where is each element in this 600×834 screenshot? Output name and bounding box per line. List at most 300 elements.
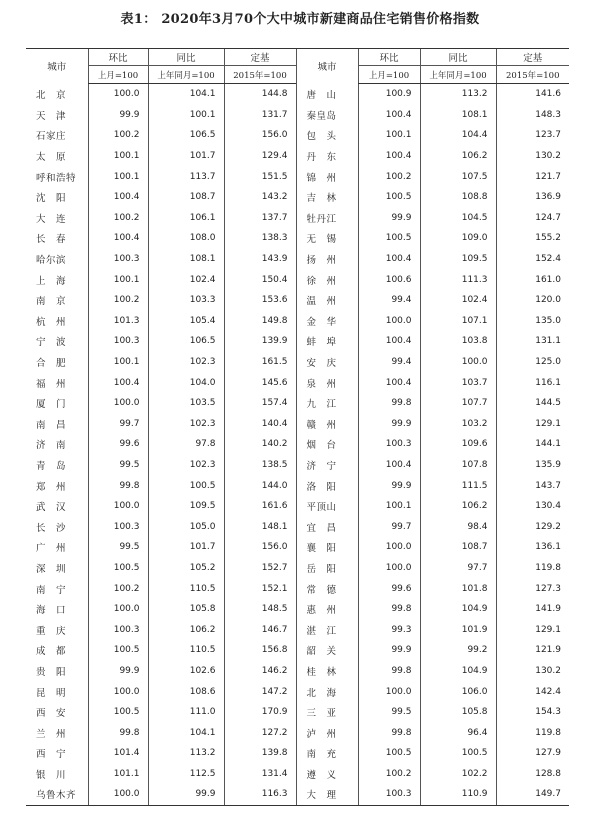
cell-mom-left: 100.1	[88, 352, 148, 373]
cell-city-left: 福 州	[36, 378, 67, 390]
cell-city-right: 济 宁	[296, 455, 358, 476]
table-row	[26, 105, 569, 126]
cell-mom-left: 101.1	[88, 764, 148, 785]
cell-mom-left: 100.0	[88, 496, 148, 517]
cell-city-left: 西 宁	[36, 749, 67, 761]
table-row	[26, 455, 569, 476]
cell-yoy-left: 100.1	[148, 105, 224, 126]
cell-fixed-left: 150.4	[224, 269, 296, 290]
price-index-table	[26, 48, 569, 806]
cell-fixed-left: 143.2	[224, 187, 296, 208]
cell-fixed-left: 140.2	[224, 434, 296, 455]
cell-city-left: 哈尔滨	[36, 255, 67, 267]
cell-yoy-left: 102.3	[148, 352, 224, 373]
cell-mom-left: 100.2	[88, 290, 148, 311]
cell-city-right: 蚌 埠	[296, 331, 358, 352]
cell-mom-right: 100.0	[358, 558, 420, 579]
table-row	[26, 764, 569, 785]
cell-city-left: 广 州	[36, 543, 67, 555]
cell-city-right: 三 亚	[296, 702, 358, 723]
cell-fixed-right: 149.7	[496, 784, 569, 805]
cell-city-right: 韶 关	[296, 640, 358, 661]
cell-yoy-left: 102.6	[148, 661, 224, 682]
cell-fixed-right: 161.0	[496, 269, 569, 290]
cell-fixed-left: 131.4	[224, 764, 296, 785]
cell-city-left: 天 津	[36, 110, 67, 122]
cell-yoy-left: 104.1	[148, 84, 224, 105]
cell-mom-left: 99.9	[88, 105, 148, 126]
cell-fixed-right: 125.0	[496, 352, 569, 373]
cell-fixed-right: 127.3	[496, 578, 569, 599]
table-row	[26, 311, 569, 332]
cell-fixed-right: 144.1	[496, 434, 569, 455]
table-row	[26, 784, 569, 805]
cell-city-left: 合 肥	[36, 358, 67, 370]
cell-yoy-right: 106.2	[420, 496, 496, 517]
cell-yoy-right: 100.5	[420, 743, 496, 764]
cell-mom-right: 99.9	[358, 414, 420, 435]
subheader-yoy-left: 上年同月=100	[148, 66, 224, 84]
table-row	[26, 372, 569, 393]
cell-yoy-right: 98.4	[420, 516, 496, 537]
cell-mom-left: 99.7	[88, 414, 148, 435]
table-row	[26, 661, 569, 682]
cell-yoy-left: 103.3	[148, 290, 224, 311]
cell-fixed-right: 130.2	[496, 661, 569, 682]
cell-yoy-left: 100.5	[148, 475, 224, 496]
cell-yoy-right: 103.7	[420, 372, 496, 393]
cell-yoy-left: 105.8	[148, 599, 224, 620]
cell-yoy-left: 106.5	[148, 331, 224, 352]
table-row	[26, 269, 569, 290]
cell-yoy-right: 102.4	[420, 290, 496, 311]
cell-fixed-right: 116.1	[496, 372, 569, 393]
cell-city-left: 杭 州	[36, 316, 67, 328]
cell-mom-left: 99.5	[88, 537, 148, 558]
cell-mom-left: 100.0	[88, 681, 148, 702]
cell-fixed-right: 124.7	[496, 208, 569, 229]
cell-yoy-left: 113.2	[148, 743, 224, 764]
cell-fixed-right: 121.7	[496, 166, 569, 187]
cell-fixed-left: 144.8	[224, 84, 296, 105]
table-row	[26, 84, 569, 105]
table-row	[26, 146, 569, 167]
table-row	[26, 496, 569, 517]
cell-mom-right: 100.5	[358, 187, 420, 208]
cell-yoy-right: 100.0	[420, 352, 496, 373]
cell-yoy-left: 102.4	[148, 269, 224, 290]
cell-mom-right: 100.3	[358, 434, 420, 455]
cell-city-right: 唐 山	[296, 84, 358, 105]
cell-fixed-left: 156.0	[224, 537, 296, 558]
cell-yoy-right: 99.2	[420, 640, 496, 661]
cell-mom-right: 100.4	[358, 105, 420, 126]
cell-yoy-left: 104.1	[148, 722, 224, 743]
cell-yoy-left: 110.5	[148, 578, 224, 599]
cell-mom-right: 100.4	[358, 331, 420, 352]
cell-fixed-right: 135.0	[496, 311, 569, 332]
cell-yoy-right: 103.8	[420, 331, 496, 352]
cell-city-left: 南 京	[36, 296, 67, 308]
cell-yoy-right: 110.9	[420, 784, 496, 805]
cell-mom-left: 100.1	[88, 166, 148, 187]
cell-mom-right: 100.2	[358, 764, 420, 785]
cell-yoy-right: 106.2	[420, 146, 496, 167]
cell-yoy-left: 106.2	[148, 619, 224, 640]
cell-mom-left: 100.0	[88, 393, 148, 414]
cell-mom-right: 100.4	[358, 249, 420, 270]
cell-city-left: 南 昌	[36, 419, 67, 431]
cell-yoy-right: 104.9	[420, 661, 496, 682]
cell-yoy-right: 101.8	[420, 578, 496, 599]
cell-fixed-left: 116.3	[224, 784, 296, 805]
cell-mom-right: 100.0	[358, 681, 420, 702]
cell-yoy-left: 101.7	[148, 537, 224, 558]
cell-yoy-left: 110.5	[148, 640, 224, 661]
table-row	[26, 640, 569, 661]
cell-fixed-right: 130.4	[496, 496, 569, 517]
cell-mom-right: 99.3	[358, 619, 420, 640]
table-row	[26, 619, 569, 640]
cell-city-left: 上 海	[36, 275, 67, 287]
cell-yoy-left: 108.7	[148, 187, 224, 208]
cell-yoy-left: 106.1	[148, 208, 224, 229]
table-row	[26, 516, 569, 537]
cell-fixed-right: 129.2	[496, 516, 569, 537]
cell-city-right: 吉 林	[296, 187, 358, 208]
cell-mom-left: 101.4	[88, 743, 148, 764]
cell-yoy-left: 108.0	[148, 228, 224, 249]
table-row	[26, 537, 569, 558]
cell-fixed-left: 161.5	[224, 352, 296, 373]
cell-city-right: 湛 江	[296, 619, 358, 640]
cell-city-left: 北 京	[36, 90, 67, 102]
cell-mom-left: 99.6	[88, 434, 148, 455]
header-fixed-left: 定基	[224, 49, 296, 66]
cell-city-left: 石家庄	[36, 131, 67, 143]
cell-yoy-right: 109.6	[420, 434, 496, 455]
cell-yoy-right: 113.2	[420, 84, 496, 105]
subheader-yoy-right: 上年同月=100	[420, 66, 496, 84]
cell-fixed-left: 149.8	[224, 311, 296, 332]
cell-fixed-right: 120.0	[496, 290, 569, 311]
header-fixed-right: 定基	[496, 49, 569, 66]
cell-fixed-right: 152.4	[496, 249, 569, 270]
cell-yoy-right: 102.2	[420, 764, 496, 785]
cell-yoy-left: 99.9	[148, 784, 224, 805]
table-row	[26, 352, 569, 373]
cell-fixed-left: 144.0	[224, 475, 296, 496]
cell-city-right: 秦皇岛	[296, 105, 358, 126]
cell-yoy-right: 107.8	[420, 455, 496, 476]
cell-fixed-left: 156.0	[224, 125, 296, 146]
cell-fixed-right: 141.6	[496, 84, 569, 105]
cell-fixed-left: 152.7	[224, 558, 296, 579]
cell-yoy-right: 104.9	[420, 599, 496, 620]
cell-fixed-left: 146.7	[224, 619, 296, 640]
cell-mom-right: 99.9	[358, 208, 420, 229]
cell-yoy-left: 104.0	[148, 372, 224, 393]
cell-yoy-right: 107.7	[420, 393, 496, 414]
cell-city-right: 安 庆	[296, 352, 358, 373]
cell-city-left: 大 连	[36, 213, 67, 225]
cell-mom-left: 100.0	[88, 599, 148, 620]
cell-city-left: 西 安	[36, 708, 67, 720]
header-city-left: 城市	[26, 49, 88, 84]
cell-mom-left: 100.0	[88, 784, 148, 805]
cell-yoy-right: 108.7	[420, 537, 496, 558]
cell-yoy-right: 107.1	[420, 311, 496, 332]
cell-yoy-left: 108.6	[148, 681, 224, 702]
cell-city-right: 丹 东	[296, 146, 358, 167]
cell-fixed-right: 127.9	[496, 743, 569, 764]
cell-fixed-right: 131.1	[496, 331, 569, 352]
cell-city-left: 昆 明	[36, 687, 67, 699]
cell-mom-left: 100.3	[88, 619, 148, 640]
table-row	[26, 290, 569, 311]
cell-city-right: 惠 州	[296, 599, 358, 620]
cell-fixed-left: 157.4	[224, 393, 296, 414]
cell-city-left: 成 都	[36, 646, 67, 658]
cell-mom-right: 100.3	[358, 784, 420, 805]
cell-mom-right: 99.9	[358, 475, 420, 496]
cell-fixed-right: 119.8	[496, 722, 569, 743]
cell-mom-left: 100.2	[88, 208, 148, 229]
cell-mom-left: 99.8	[88, 722, 148, 743]
table-row	[26, 558, 569, 579]
cell-fixed-right: 129.1	[496, 414, 569, 435]
cell-city-left: 乌鲁木齐	[26, 784, 88, 805]
table-row	[26, 681, 569, 702]
cell-yoy-left: 105.4	[148, 311, 224, 332]
cell-fixed-left: 161.6	[224, 496, 296, 517]
cell-mom-right: 99.8	[358, 393, 420, 414]
cell-fixed-left: 131.7	[224, 105, 296, 126]
cell-mom-left: 100.3	[88, 249, 148, 270]
cell-fixed-left: 151.5	[224, 166, 296, 187]
subheader-mom-right: 上月=100	[358, 66, 420, 84]
cell-fixed-left: 153.6	[224, 290, 296, 311]
cell-mom-right: 99.4	[358, 290, 420, 311]
cell-yoy-right: 103.2	[420, 414, 496, 435]
header-city-right: 城市	[296, 49, 358, 84]
cell-fixed-right: 143.7	[496, 475, 569, 496]
cell-mom-right: 100.4	[358, 146, 420, 167]
cell-fixed-right: 142.4	[496, 681, 569, 702]
cell-city-right: 常 德	[296, 578, 358, 599]
table-title: 表1： 2020年3月70个大中城市新建商品住宅销售价格指数	[120, 12, 480, 27]
cell-fixed-right: 136.9	[496, 187, 569, 208]
cell-fixed-left: 148.5	[224, 599, 296, 620]
cell-fixed-left: 138.3	[224, 228, 296, 249]
cell-fixed-left: 143.9	[224, 249, 296, 270]
cell-fixed-left: 170.9	[224, 702, 296, 723]
cell-city-right: 温 州	[296, 290, 358, 311]
cell-city-right: 洛 阳	[296, 475, 358, 496]
cell-fixed-left: 148.1	[224, 516, 296, 537]
cell-city-right: 九 江	[296, 393, 358, 414]
cell-city-right: 扬 州	[296, 249, 358, 270]
cell-mom-left: 100.2	[88, 578, 148, 599]
table-row	[26, 125, 569, 146]
cell-city-right: 锦 州	[296, 166, 358, 187]
cell-fixed-left: 129.4	[224, 146, 296, 167]
cell-city-right: 岳 阳	[296, 558, 358, 579]
cell-city-left: 太 原	[36, 152, 67, 164]
table-row	[26, 599, 569, 620]
table-row	[26, 578, 569, 599]
cell-fixed-right: 123.7	[496, 125, 569, 146]
cell-city-right: 金 华	[296, 311, 358, 332]
cell-mom-right: 100.6	[358, 269, 420, 290]
cell-mom-left: 100.0	[88, 84, 148, 105]
cell-city-right: 南 充	[296, 743, 358, 764]
cell-city-left: 长 春	[36, 234, 67, 246]
cell-city-left: 厦 门	[36, 399, 67, 411]
cell-fixed-right: 154.3	[496, 702, 569, 723]
cell-mom-right: 100.0	[358, 537, 420, 558]
cell-yoy-right: 108.1	[420, 105, 496, 126]
table-row	[26, 393, 569, 414]
cell-mom-right: 100.4	[358, 455, 420, 476]
cell-city-right: 宜 昌	[296, 516, 358, 537]
cell-fixed-right: 128.8	[496, 764, 569, 785]
cell-yoy-right: 107.5	[420, 166, 496, 187]
cell-city-left: 宁 波	[36, 337, 67, 349]
cell-mom-right: 100.2	[358, 166, 420, 187]
cell-yoy-left: 111.0	[148, 702, 224, 723]
cell-mom-right: 100.4	[358, 372, 420, 393]
cell-yoy-right: 111.3	[420, 269, 496, 290]
cell-mom-left: 100.1	[88, 269, 148, 290]
cell-fixed-right: 141.9	[496, 599, 569, 620]
cell-mom-left: 100.1	[88, 146, 148, 167]
cell-city-left: 南 宁	[36, 584, 67, 596]
cell-fixed-left: 127.2	[224, 722, 296, 743]
cell-mom-right: 99.9	[358, 640, 420, 661]
cell-fixed-left: 156.8	[224, 640, 296, 661]
cell-city-left: 武 汉	[36, 502, 67, 514]
cell-city-right: 襄 阳	[296, 537, 358, 558]
cell-city-right: 遵 义	[296, 764, 358, 785]
cell-city-left: 兰 州	[36, 728, 67, 740]
cell-yoy-left: 97.8	[148, 434, 224, 455]
table-row	[26, 702, 569, 723]
cell-city-left: 青 岛	[36, 460, 67, 472]
cell-city-left: 沈 阳	[36, 193, 67, 205]
cell-yoy-left: 101.7	[148, 146, 224, 167]
cell-fixed-left: 137.7	[224, 208, 296, 229]
cell-fixed-left: 147.2	[224, 681, 296, 702]
cell-fixed-left: 146.2	[224, 661, 296, 682]
cell-mom-right: 99.7	[358, 516, 420, 537]
cell-city-left: 长 沙	[36, 522, 67, 534]
header-yoy-right: 同比	[420, 49, 496, 66]
table-row	[26, 743, 569, 764]
cell-city-left: 贵 阳	[36, 666, 67, 678]
cell-city-left: 海 口	[36, 605, 67, 617]
cell-mom-right: 99.6	[358, 578, 420, 599]
cell-fixed-right: 148.3	[496, 105, 569, 126]
subheader-fixed-left: 2015年=100	[224, 66, 296, 84]
header-mom-right: 环比	[358, 49, 420, 66]
table-row	[26, 208, 569, 229]
cell-mom-left: 100.3	[88, 331, 148, 352]
cell-fixed-right: 144.5	[496, 393, 569, 414]
cell-mom-left: 100.5	[88, 702, 148, 723]
cell-mom-right: 99.8	[358, 722, 420, 743]
cell-yoy-left: 113.7	[148, 166, 224, 187]
cell-yoy-left: 105.0	[148, 516, 224, 537]
cell-yoy-left: 112.5	[148, 764, 224, 785]
header-mom-left: 环比	[88, 49, 148, 66]
cell-mom-left: 101.3	[88, 311, 148, 332]
cell-mom-right: 100.9	[358, 84, 420, 105]
cell-yoy-left: 103.5	[148, 393, 224, 414]
cell-city-right: 泸 州	[296, 722, 358, 743]
cell-mom-right: 99.8	[358, 661, 420, 682]
cell-fixed-left: 140.4	[224, 414, 296, 435]
cell-mom-left: 99.9	[88, 661, 148, 682]
cell-yoy-right: 105.8	[420, 702, 496, 723]
subheader-mom-left: 上月=100	[88, 66, 148, 84]
cell-mom-right: 100.1	[358, 496, 420, 517]
cell-mom-left: 100.2	[88, 125, 148, 146]
cell-yoy-right: 109.5	[420, 249, 496, 270]
cell-city-right: 大 理	[296, 784, 358, 805]
cell-mom-left: 100.5	[88, 640, 148, 661]
cell-yoy-left: 109.5	[148, 496, 224, 517]
cell-yoy-right: 104.5	[420, 208, 496, 229]
cell-yoy-right: 96.4	[420, 722, 496, 743]
cell-city-right: 无 锡	[296, 228, 358, 249]
table-row	[26, 331, 569, 352]
cell-fixed-right: 129.1	[496, 619, 569, 640]
cell-yoy-left: 102.3	[148, 414, 224, 435]
cell-yoy-right: 111.5	[420, 475, 496, 496]
cell-city-right: 赣 州	[296, 414, 358, 435]
cell-yoy-right: 101.9	[420, 619, 496, 640]
cell-city-left: 重 庆	[36, 625, 67, 637]
cell-yoy-left: 108.1	[148, 249, 224, 270]
cell-city-right: 桂 林	[296, 661, 358, 682]
cell-yoy-left: 105.2	[148, 558, 224, 579]
cell-yoy-right: 108.8	[420, 187, 496, 208]
cell-city-right: 北 海	[296, 681, 358, 702]
cell-fixed-right: 121.9	[496, 640, 569, 661]
cell-city-left: 济 南	[36, 440, 67, 452]
cell-city-left: 银 川	[36, 769, 67, 781]
cell-mom-right: 99.5	[358, 702, 420, 723]
cell-mom-right: 99.8	[358, 599, 420, 620]
cell-mom-right: 100.5	[358, 743, 420, 764]
cell-fixed-left: 152.1	[224, 578, 296, 599]
cell-fixed-right: 130.2	[496, 146, 569, 167]
cell-fixed-left: 139.9	[224, 331, 296, 352]
cell-fixed-right: 136.1	[496, 537, 569, 558]
table-body	[26, 84, 569, 806]
cell-mom-right: 99.4	[358, 352, 420, 373]
table-row	[26, 475, 569, 496]
table-row	[26, 166, 569, 187]
cell-fixed-left: 145.6	[224, 372, 296, 393]
cell-yoy-left: 106.5	[148, 125, 224, 146]
table-row	[26, 228, 569, 249]
cell-mom-right: 100.0	[358, 311, 420, 332]
cell-mom-left: 100.5	[88, 558, 148, 579]
cell-city-left: 呼和浩特	[36, 172, 77, 184]
cell-city-left: 郑 州	[36, 481, 67, 493]
